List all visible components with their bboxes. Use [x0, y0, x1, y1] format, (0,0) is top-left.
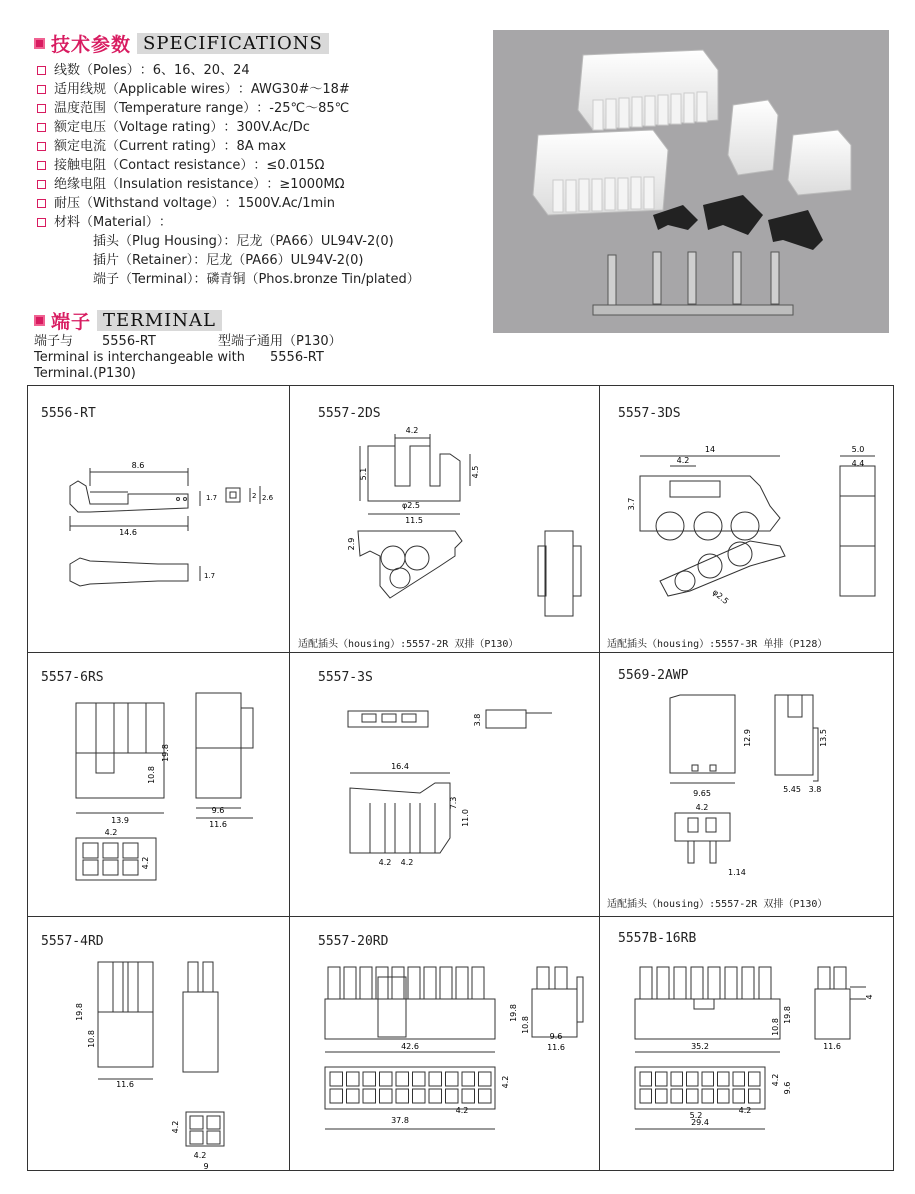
bullet-icon: [37, 85, 46, 94]
dim-label: φ2.5: [710, 587, 731, 607]
dim-label: 1.7: [206, 494, 218, 502]
dim-label: 4.2: [171, 1120, 180, 1134]
bullet-icon: [37, 218, 46, 227]
heading-bullet-icon: [34, 315, 45, 326]
terminal-title-cn: 端子: [51, 311, 92, 333]
spec-value: ：≥1000MΩ: [266, 177, 345, 192]
cavity-cell: [330, 1072, 343, 1086]
dim-label: 9.65: [693, 789, 711, 798]
spec-value: ：≤0.015Ω: [253, 158, 325, 173]
dim-label: 4.2: [104, 828, 118, 837]
bullet-icon: [37, 199, 46, 208]
cavity-cell: [749, 1089, 761, 1103]
retainer-photo-icon: [703, 195, 763, 235]
cell-title: 5557-20RD: [318, 934, 389, 949]
dim-label: 16.4: [391, 762, 409, 771]
material-row: 插片（Retainer）：尼龙（PA66）UL94V-2(0): [93, 253, 364, 268]
drawing-5557-6rs: [28, 653, 289, 916]
specs-heading: [34, 30, 329, 57]
spec-row: [37, 118, 487, 137]
cell-title: 5557B-16RB: [618, 931, 697, 946]
drawing-5556-rt: [28, 386, 289, 652]
material-row: 端子（Terminal）：磷青铜（Phos.bronze Tin/plated）: [93, 272, 420, 287]
cavity-cell: [363, 1089, 376, 1103]
specs-title-cn: 技术参数: [51, 34, 132, 56]
dim-label: 13.5: [819, 729, 828, 747]
cavity-cell: [656, 1072, 668, 1086]
terminal-note: [34, 334, 454, 382]
cell-title: 5557-3S: [318, 670, 373, 685]
spec-value: ：AWG30#～18#: [237, 82, 350, 97]
cavity-cell: [462, 1089, 475, 1103]
cavity-cell: [718, 1089, 730, 1103]
cavity-cell: [687, 1072, 699, 1086]
cell-title: 5557-6RS: [41, 670, 104, 685]
specs-list: [37, 61, 487, 289]
cavity-cell: [671, 1089, 683, 1103]
spec-row: [37, 99, 487, 118]
terminal-photo-icon: [593, 252, 793, 315]
housing-note: 适配插头（housing）:5557-2R 双排（P130）: [298, 639, 519, 650]
terminal-note-text: 5556-RT: [102, 334, 156, 349]
cavity-cell: [702, 1089, 714, 1103]
cavity-cell: [671, 1072, 683, 1086]
dim-label: 4.2: [141, 856, 150, 870]
dim-label: 1.14: [728, 868, 746, 877]
dim-label: 5.45: [783, 785, 801, 794]
drawing-5569-2awp: [600, 653, 893, 893]
retainer-photo-icon: [768, 210, 823, 250]
dim-label: 4.2: [695, 803, 709, 812]
cavity-cell: [640, 1089, 652, 1103]
spec-row: [37, 156, 487, 175]
dim-label: 10.8: [87, 1030, 96, 1048]
cavity-cell: [413, 1089, 426, 1103]
dim-label: 5.1: [359, 467, 368, 481]
cavity-cell: [429, 1072, 442, 1086]
cavity-cell: [687, 1089, 699, 1103]
terminal-note-text: 型端子通用（P130）: [218, 334, 342, 349]
dim-label: 4.2: [771, 1073, 780, 1087]
dim-label: 13.9: [111, 816, 129, 825]
dim-label: 19.8: [509, 1004, 518, 1022]
dim-label: 19.8: [161, 744, 170, 762]
material-row: 插头（Plug Housing）：尼龙（PA66）UL94V-2(0): [93, 234, 394, 249]
cell-title: 5557-3DS: [618, 406, 681, 421]
dim-label: 3.8: [473, 713, 482, 727]
cell-title: 5556-RT: [41, 406, 96, 421]
spec-row: [37, 80, 487, 99]
dim-label: 11.6: [209, 820, 227, 829]
dim-label: 14.6: [119, 528, 137, 537]
drawings-grid: [27, 385, 894, 1171]
dim-label: 4: [865, 994, 874, 1000]
dim-label: 4.2: [455, 1106, 469, 1115]
cavity-cell: [446, 1089, 459, 1103]
terminal-note-text: 5556-RT: [270, 350, 324, 365]
cavity-cell: [749, 1072, 761, 1086]
bullet-icon: [37, 123, 46, 132]
dim-label: 4.2: [738, 1106, 752, 1115]
cavity-cell: [733, 1089, 745, 1103]
cavity-cell: [656, 1089, 668, 1103]
dim-label: 2.9: [347, 537, 356, 551]
cavity-cell: [380, 1089, 393, 1103]
dim-label: 4.2: [676, 456, 690, 465]
dim-label: 4.2: [193, 1151, 207, 1160]
terminal-note-text: 端子与: [34, 334, 74, 349]
dim-label: 8.6: [131, 461, 145, 470]
dim-label: 4.2: [405, 426, 419, 435]
dim-label: φ2.5: [402, 501, 420, 510]
dim-label: 4.4: [851, 459, 865, 468]
dim-label: 3.8: [808, 785, 822, 794]
drawing-5557-3s: [290, 653, 599, 916]
dim-label: 3.7: [627, 497, 636, 511]
spec-label: 适用线规（Applicable wires）: [54, 82, 238, 97]
spec-row: [37, 194, 487, 213]
drawing-5557-2ds: [290, 386, 599, 652]
cavity-cell: [363, 1072, 376, 1086]
spec-label: 温度范围（Temperature range）: [54, 101, 257, 116]
cavity-cell: [413, 1072, 426, 1086]
spec-value: ：: [158, 215, 172, 230]
bullet-icon: [37, 104, 46, 113]
drawing-5557b-16rb: [600, 917, 893, 1170]
spec-value: ：1500V.Ac/1min: [224, 196, 335, 211]
cavity-cell: [462, 1072, 475, 1086]
connector-photo-icon: [728, 100, 778, 175]
spec-label: 额定电压（Voltage rating）: [54, 120, 224, 135]
dim-label: 19.8: [783, 1006, 792, 1024]
dim-label: 10.8: [147, 766, 156, 784]
dim-label: 11.6: [823, 1042, 841, 1051]
cavity-cell: [479, 1072, 492, 1086]
dim-label: 11.0: [461, 809, 470, 827]
spec-label: 材料（Material）: [54, 215, 159, 230]
dim-label: 9.6: [783, 1081, 792, 1095]
terminal-heading: [34, 307, 222, 334]
dim-label: 9.6: [549, 1032, 563, 1041]
spec-value: ：300V.Ac/Dc: [223, 120, 310, 135]
spec-value: ：-25℃～85℃: [256, 101, 350, 116]
dim-label: 35.2: [691, 1042, 709, 1051]
connector-photo-icon: [788, 130, 851, 195]
dim-label: 7.3: [449, 796, 458, 810]
cell-title: 5569-2AWP: [618, 668, 689, 683]
specs-title-en: SPECIFICATIONS: [137, 33, 329, 54]
terminal-note-text: Terminal is interchangeable with: [34, 350, 245, 365]
dim-label: 4.2: [378, 858, 392, 867]
terminal-note-text: Terminal.(P130): [34, 366, 136, 381]
dim-label: 2.6: [262, 494, 274, 502]
drawing-5557-20rd: [290, 917, 599, 1170]
dim-label: 29.4: [691, 1118, 709, 1127]
spec-row: [37, 137, 487, 156]
dim-label: 4.2: [501, 1075, 510, 1089]
drawing-5557-3ds: [600, 386, 893, 652]
dim-label: 10.8: [521, 1016, 530, 1034]
drawing-5557-4rd: [28, 917, 289, 1170]
dim-label: 2: [252, 492, 257, 500]
spec-label: 绝缘电阻（Insulation resistance）: [54, 177, 267, 192]
connector-photo-icon: [578, 50, 718, 130]
cavity-cell: [347, 1072, 360, 1086]
spec-row: [37, 175, 487, 194]
bullet-icon: [37, 66, 46, 75]
dim-label: 42.6: [401, 1042, 419, 1051]
spec-label: 耐压（Withstand voltage）: [54, 196, 225, 211]
connector-photo-icon: [533, 130, 668, 215]
product-photo: [493, 30, 889, 333]
dim-label: 11.6: [547, 1043, 565, 1052]
dim-label: 14: [704, 445, 716, 454]
housing-note: 适配插头（housing）:5557-2R 双排（P130）: [607, 899, 828, 910]
bullet-icon: [37, 180, 46, 189]
cell-title: 5557-4RD: [41, 934, 104, 949]
cavity-cell: [733, 1072, 745, 1086]
cavity-cell: [429, 1089, 442, 1103]
cavity-cell: [380, 1072, 393, 1086]
dim-label: 4.5: [471, 465, 480, 479]
bullet-icon: [37, 142, 46, 151]
dim-label: 9: [203, 1162, 209, 1170]
cell-title: 5557-2DS: [318, 406, 381, 421]
dim-label: 9.6: [211, 806, 225, 815]
terminal-title-en: TERMINAL: [97, 310, 222, 331]
dim-label: 37.8: [391, 1116, 409, 1125]
heading-bullet-icon: [34, 38, 45, 49]
dim-label: 1.7: [204, 572, 216, 580]
spec-value: ：6、16、20、24: [139, 63, 250, 78]
cavity-cell: [347, 1089, 360, 1103]
spec-row: [37, 213, 487, 232]
cavity-cell: [396, 1072, 409, 1086]
dim-label: 12.9: [743, 729, 752, 747]
dim-label: 19.8: [75, 1003, 84, 1021]
spec-label: 线数（Poles）: [54, 63, 140, 78]
spec-value: ：8A max: [223, 139, 287, 154]
cavity-cell: [396, 1089, 409, 1103]
cavity-cell: [330, 1089, 343, 1103]
dim-label: 5.0: [851, 445, 865, 454]
dim-label: 4.2: [400, 858, 414, 867]
dim-label: 11.5: [405, 516, 423, 525]
dim-label: 5.2: [689, 1111, 703, 1120]
cavity-cell: [479, 1089, 492, 1103]
dim-label: 10.8: [771, 1018, 780, 1036]
cavity-cell: [446, 1072, 459, 1086]
spec-label: 接触电阻（Contact resistance）: [54, 158, 254, 173]
housing-note: 适配插头（housing）:5557-3R 单排（P128）: [607, 639, 828, 650]
cavity-cell: [640, 1072, 652, 1086]
cavity-cell: [718, 1072, 730, 1086]
spec-row: [37, 61, 487, 80]
spec-label: 额定电流（Current rating）: [54, 139, 224, 154]
bullet-icon: [37, 161, 46, 170]
dim-label: 11.6: [116, 1080, 134, 1089]
cavity-cell: [702, 1072, 714, 1086]
